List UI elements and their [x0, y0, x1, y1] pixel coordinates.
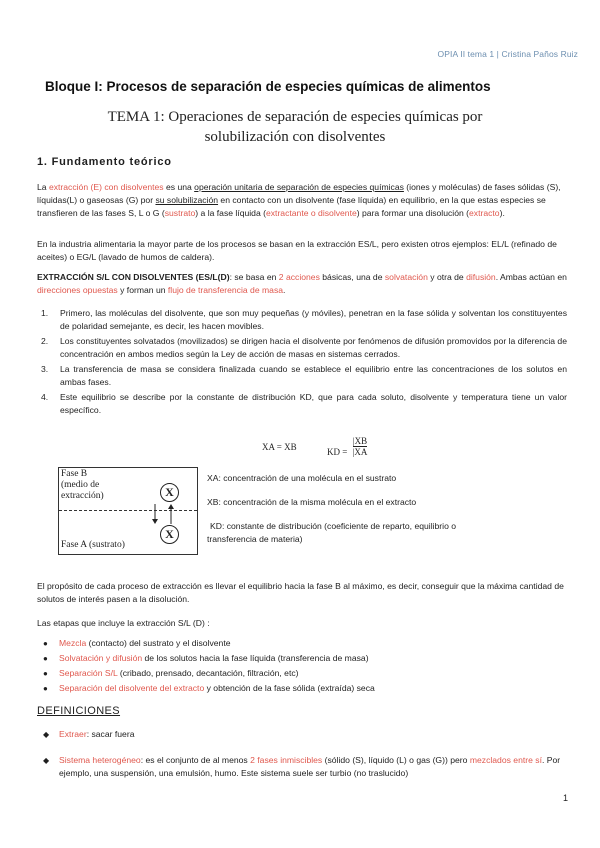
- text-run: . Ambas actúan en: [495, 272, 567, 282]
- text-run: y otra de: [427, 272, 467, 282]
- list-text: Primero, las moléculas del disolvente, que son muy pequeñas (y móviles), penetran en la fase sólida y solventan los constituyentes de polaridad semejante, es decir, les hacen movibles.: [60, 308, 567, 331]
- highlight-term: 2 fases inmiscibles: [250, 755, 323, 765]
- tema-title-line-1: TEMA 1: Operaciones de separación de especies químicas por: [107, 109, 483, 125]
- section-heading-fundamento: 1. Fundamento teórico: [37, 156, 172, 168]
- equation-kd-fraction: [353, 436, 368, 457]
- bullet-icon: ●: [43, 639, 48, 648]
- paragraph-proposito: El propósito de cada proceso de extracción es llevar el equilibrio hacia la fase B al máximo, es decir, conseguir que la máxima cantidad de solutos de interés pasen a la disolución.: [37, 581, 564, 604]
- list-text: (cribado, prensado, decantación, filtración, etc): [117, 668, 299, 678]
- list-text: : es el conjunto de al menos: [140, 755, 251, 765]
- equation-kd: [327, 436, 367, 457]
- tema-title: [60, 107, 530, 147]
- list-item: [37, 335, 567, 361]
- etapas-list: [37, 637, 567, 697]
- definiciones-heading: DEFINICIONES: [37, 705, 121, 717]
- legend-xa: XA: concentración de una molécula en el sustrato: [207, 473, 397, 483]
- list-text: (sólido (S), líquido (L) o gas (G)) pero: [322, 755, 470, 765]
- phase-b-label-line: Fase B: [61, 469, 88, 479]
- highlight-term: Solvatación y difusión: [59, 653, 143, 663]
- text-run: ).: [499, 208, 505, 218]
- page-number: 1: [562, 793, 568, 803]
- bullet-icon: ●: [43, 684, 48, 693]
- bold-term: EXTRACCIÓN S/L CON DISOLVENTES (ES/L(D): [37, 272, 230, 282]
- text-run: ) a la fase líquida (: [195, 208, 266, 218]
- text-run: ) para formar una disolución (: [356, 208, 470, 218]
- text-run: en contacto con un disolvente (fase líquida) en equilibrio, en la que estas especies se transfieren de las fases S, L o G (: [37, 195, 546, 218]
- paragraph-definition-extraccion: [37, 181, 567, 220]
- phase-b-label-line: (medio de: [61, 480, 100, 490]
- highlight-term: mezclados entre sí: [469, 755, 542, 765]
- list-number: 2.: [41, 336, 49, 346]
- text-run: La: [37, 182, 49, 192]
- equation-kd-numerator: |XB: [352, 436, 368, 446]
- list-number: 4.: [41, 392, 49, 402]
- text-run: : se basa en: [229, 272, 279, 282]
- highlight-term: Sistema heterogéneo: [59, 755, 141, 765]
- steps-list: [37, 307, 567, 419]
- highlight-term: extracto: [469, 208, 500, 218]
- list-item: [37, 652, 567, 665]
- highlight-term: Separación del disolvente del extracto: [59, 683, 205, 693]
- solute-x-phase-b: X: [160, 483, 179, 502]
- list-item: [37, 754, 567, 780]
- list-number: 1.: [41, 308, 49, 318]
- text-run: .: [283, 285, 286, 295]
- diagram-legend: [207, 472, 567, 546]
- bullet-icon: ●: [43, 654, 48, 663]
- highlight-term: solvatación: [384, 272, 428, 282]
- list-item: [37, 307, 567, 333]
- underlined-term: su solubilización: [155, 195, 219, 205]
- solute-x-phase-a: X: [160, 525, 179, 544]
- list-text: de los solutos hacia la fase líquida (transferencia de masa): [142, 653, 369, 663]
- transfer-arrows-icon: [149, 502, 179, 526]
- diamond-bullet-icon: ◆: [43, 756, 50, 765]
- equation-equilibrium: XA = XB: [262, 442, 297, 452]
- list-item: [37, 728, 567, 741]
- highlight-term: flujo de transferencia de masa: [167, 285, 284, 295]
- list-item: [37, 637, 567, 650]
- equation-kd-denominator: |XA: [352, 447, 368, 457]
- legend-xb: XB: concentración de la misma molécula en el extracto: [207, 497, 417, 507]
- definitions-list: [37, 728, 567, 782]
- list-number: 3.: [41, 364, 49, 374]
- highlight-term: 2 acciones: [278, 272, 320, 282]
- paragraph-etapas-intro: Las etapas que incluye la extracción S/L (D) :: [37, 618, 210, 628]
- text-run: y forman un: [117, 285, 168, 295]
- legend-kd-line-1: KD: constante de distribución (coeficiente de reparto, equilibrio o: [210, 521, 457, 531]
- bullet-icon: ●: [43, 669, 48, 678]
- list-item: [37, 391, 567, 417]
- phase-b-label: [61, 469, 104, 502]
- paragraph-industria: En la industria alimentaria la mayor parte de los procesos se basan en la extracción ES/L, pero existen otros ejemplos: EL/L (refinado de aceites) o EG/L (lavado de humos de caldera).: [37, 239, 557, 262]
- list-text: La transferencia de masa se considera finalizada cuando se establece el equilibrio entre las concentraciones de los solutos en ambas fases.: [60, 364, 567, 387]
- list-text: : sacar fuera: [86, 729, 135, 739]
- bloque-title: Bloque I: Procesos de separación de especies químicas de alimentos: [45, 79, 491, 94]
- legend-kd-line-2: transferencia de materia): [207, 534, 303, 544]
- highlight-term: difusión: [466, 272, 496, 282]
- highlight-term: direcciones opuestas: [37, 285, 118, 295]
- list-text: . Por ejemplo, una suspensión, una emulsión, humo. Este sistema suele ser turbio (no traslucido): [59, 755, 561, 778]
- list-text: (contacto) del sustrato y el disolvente: [86, 638, 231, 648]
- highlight-term: Mezcla: [59, 638, 87, 648]
- tema-title-line-2: solubilización con disolventes: [204, 129, 386, 145]
- highlight-term: extracción (E) con disolventes: [48, 182, 164, 192]
- list-item: [37, 667, 567, 680]
- phase-b-label-line: extracción): [61, 491, 104, 501]
- underlined-term: operación unitaria de separación de especies químicas: [194, 182, 404, 192]
- phase-diagram: [58, 467, 198, 555]
- equation-kd-lhs: KD =: [327, 446, 348, 457]
- paragraph-extraccion-sl: [37, 271, 567, 297]
- list-text: Los constituyentes solvatados (movilizados) se dirigen hacia el disolvente por fenómenos de difusión promovidos por la diferencia de concentración en ambos medios según la Ley de acción de masas en sistemas cerrados.: [60, 336, 567, 359]
- highlight-term: Extraer: [59, 729, 87, 739]
- phase-a-label: Fase A (sustrato): [61, 540, 125, 550]
- text-run: (iones y moléculas) de fases sólidas (S), líquidas(L) o gaseosas (G) por: [37, 182, 561, 205]
- list-item: [37, 682, 567, 695]
- list-item: [37, 363, 567, 389]
- list-text: Este equilibrio se describe por la constante de distribución KD, que para cada soluto, disolvente y temperatura tiene un valor específico.: [60, 392, 567, 415]
- diamond-bullet-icon: ◆: [43, 730, 50, 739]
- text-run: básicas, una de: [319, 272, 385, 282]
- highlight-term: sustrato: [164, 208, 196, 218]
- highlight-term: Separación S/L: [59, 668, 118, 678]
- highlight-term: extractante o disolvente: [265, 208, 357, 218]
- running-header: OPIA II tema 1 | Cristina Paños Ruiz: [437, 49, 578, 59]
- text-run: es una: [163, 182, 195, 192]
- list-text: y obtención de la fase sólida (extraída) seca: [204, 683, 375, 693]
